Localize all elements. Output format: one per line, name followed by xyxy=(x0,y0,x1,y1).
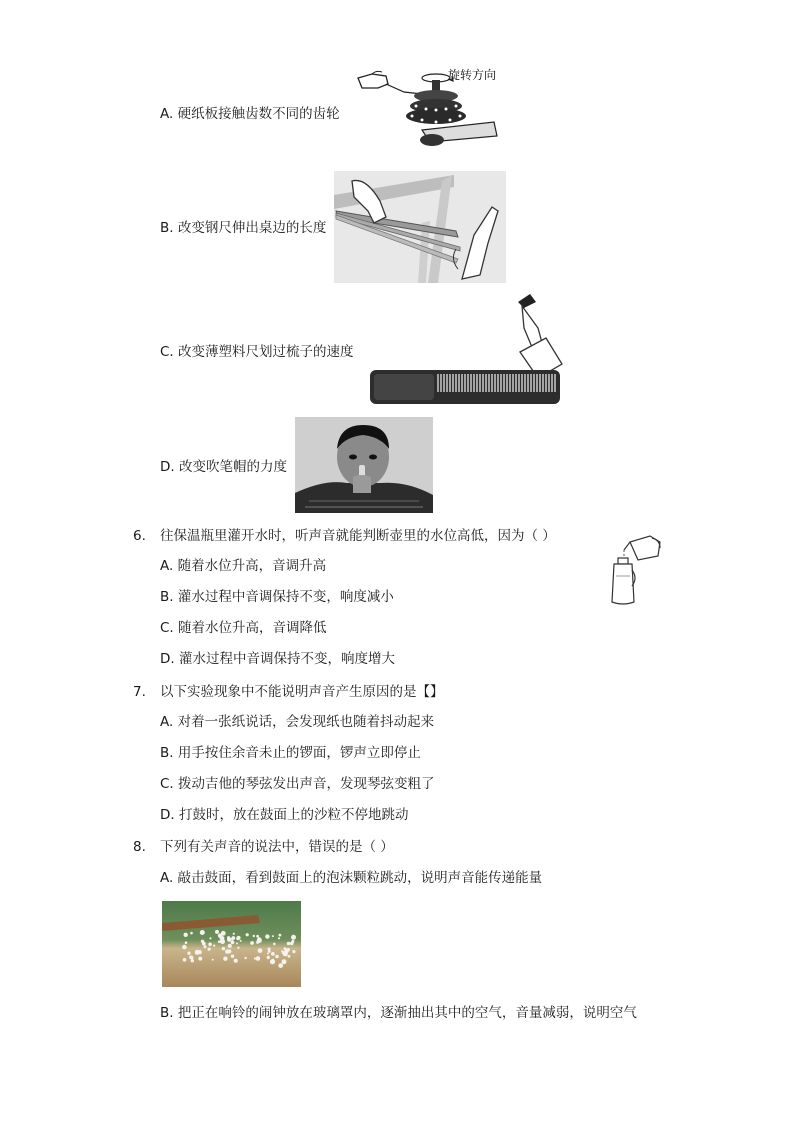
q8-option-a: A. 敲击鼓面，看到鼓面上的泡沫颗粒跳动，说明声音能传递能量 xyxy=(160,870,543,886)
gear-experiment-figure xyxy=(352,66,502,154)
boy-blowing-pen-cap-photo xyxy=(295,417,433,513)
q7-number: 7. xyxy=(133,684,146,700)
q8-stem: 下列有关声音的说法中，错误的是（ ） xyxy=(160,839,394,855)
q7-stem: 以下实验现象中不能说明声音产生原因的是【】 xyxy=(160,684,444,700)
q7-option-b: B. 用手按住余音未止的锣面，锣声立即停止 xyxy=(160,745,421,761)
q5-option-d: D. 改变吹笔帽的力度 xyxy=(160,459,287,475)
steel-ruler-figure xyxy=(334,171,506,283)
q7-option-d: D. 打鼓时，放在鼓面上的沙粒不停地跳动 xyxy=(160,807,409,823)
q8-number: 8. xyxy=(133,839,146,855)
q8-option-b: B. 把正在响铃的闹钟放在玻璃罩内，逐渐抽出其中的空气，音量减弱，说明空气 xyxy=(160,1005,637,1021)
q6-number: 6. xyxy=(133,528,146,544)
q6-option-b: B. 灌水过程中音调保持不变，响度减小 xyxy=(160,589,394,605)
rotation-direction-label: 旋转方向 xyxy=(448,68,497,82)
q5-option-b: B. 改变钢尺伸出桌边的长度 xyxy=(160,220,327,236)
comb-figure xyxy=(368,292,564,408)
q6-option-c: C. 随着水位升高，音调降低 xyxy=(160,620,327,636)
q6-option-a: A. 随着水位升高，音调升高 xyxy=(160,558,327,574)
drum-foam-particles-photo xyxy=(162,901,301,987)
q7-option-a: A. 对着一张纸说话，会发现纸也随着抖动起来 xyxy=(160,714,435,730)
q6-stem: 往保温瓶里灌开水时，听声音就能判断壶里的水位高低，因为（ ） xyxy=(160,528,556,544)
q5-option-a: A. 硬纸板接触齿数不同的齿轮 xyxy=(160,106,340,122)
q5-option-c: C. 改变薄塑料尺划过梳子的速度 xyxy=(160,344,354,360)
q6-option-d: D. 灌水过程中音调保持不变，响度增大 xyxy=(160,651,395,667)
q7-option-c: C. 拨动吉他的琴弦发出声音，发现琴弦变粗了 xyxy=(160,776,435,792)
thermos-kettle-figure xyxy=(608,528,662,608)
